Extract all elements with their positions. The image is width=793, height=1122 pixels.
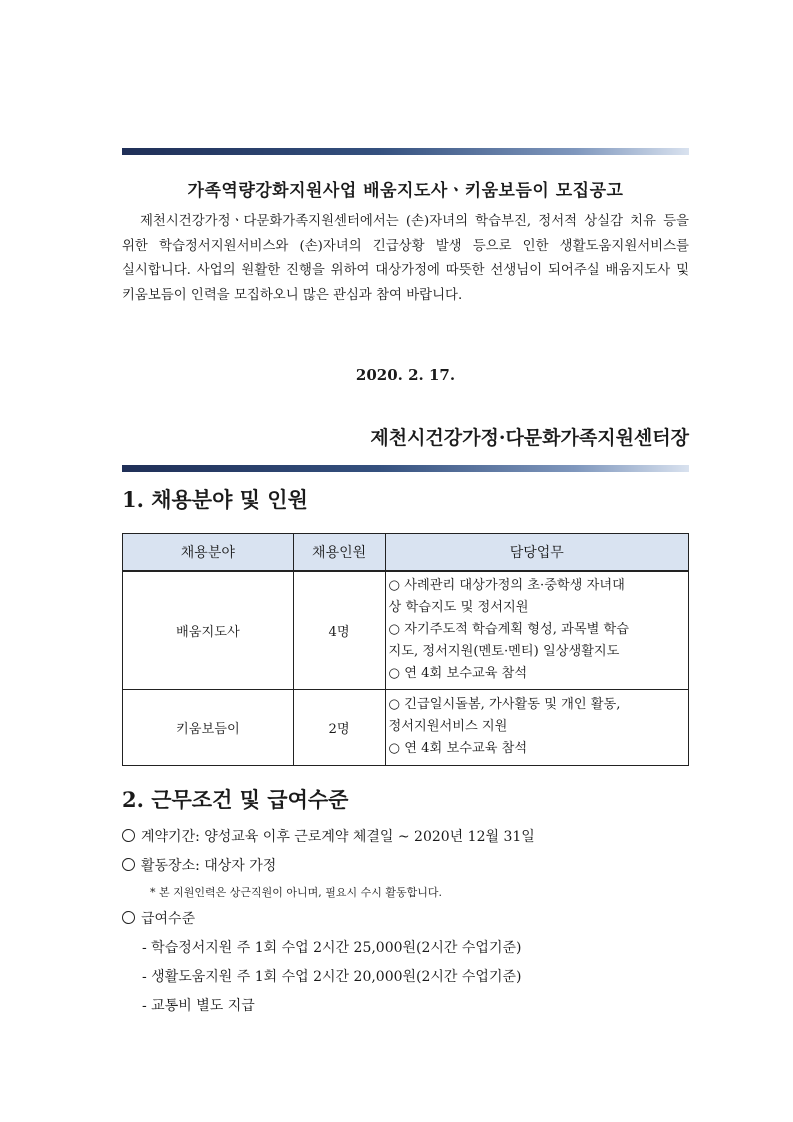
table-row [123,689,689,765]
salary-item: - 생활도움지원 주 1회 수업 2시간 20,000원(2시간 수업기준) [142,969,522,985]
salary-level [122,905,689,934]
staff-note: * 본 지원인력은 상근직원이 아니며, 필요시 수시 활동합니다. [150,886,442,899]
column-header-count: 채용인원 [293,534,385,572]
duty-line: ○ 긴급일시돌봄, 가사활동 및 개인 활동, [388,697,621,712]
duty-line: 지도, 정서지원(멘토·멘티) 일상생활지도 [388,644,620,660]
duty-line: ○ 연 4회 보수교육 참석 [388,666,528,682]
duty-line: 상 학습지도 및 정서지원 [388,600,529,616]
salary-item: - 학습정서지원 주 1회 수업 2시간 25,000원(2시간 수업기준) [142,940,522,956]
row-count: 4명 [293,571,385,689]
duty-line: ○ 사례관리 대상가정의 초·중학생 자녀대 [388,578,625,594]
top-divider-bar [122,148,689,155]
middle-divider-bar [122,465,689,472]
section1-heading: 1. 채용분야 및 인원 [122,487,308,512]
contract-period [122,823,689,852]
circle-bullet-icon [122,829,135,842]
duty-line: 정서지원서비스 지원 [388,719,508,734]
duty-line: ○ 자기주도적 학습계획 형성, 과목별 학습 [388,622,630,638]
row-field: 배움지도사 [123,571,294,689]
row-field: 키움보듬이 [123,689,294,765]
work-location [122,852,689,881]
table-row [123,571,689,689]
table-header-row [123,534,689,572]
row-duties [385,571,688,689]
column-header-field: 채용분야 [123,534,294,572]
circle-bullet-icon [122,911,135,924]
notice-intro: 제천시건강가정ㆍ다문화가족지원센터에서는 (손)자녀의 학습부진, 정서적 상실감 치유 등을 위한 학습정서지원서비스와 (손)자녀의 긴급상황 발생 등으로 인한 생활도움지원서비스를 실시합니다. 사업의 원활한 진행을 위하여 대상가정에 따뜻한 선생님이 되어주실 배움지도사 및 키움보듬이 인력을 모집하오니 많은 관심과 참여 바랍니다. [122,214,689,303]
circle-bullet-icon [122,858,135,871]
notice-date: 2020. 2. 17. [355,366,456,384]
row-count: 2명 [293,689,385,765]
work-terms [122,823,689,1021]
section2-heading: 2. 근무조건 및 급여수준 [122,787,349,812]
location-text: 활동장소: 대상자 가정 [141,858,277,874]
salary-label: 급여수준 [141,911,196,927]
contract-text: 계약기간: 양성교육 이후 근로계약 체결일 ~ 2020년 12월 31일 [141,829,535,845]
column-header-duties: 담당업무 [385,534,688,572]
organization-signature: 제천시건강가정·다문화가족지원센터장 [370,427,689,449]
row-duties [385,689,688,765]
duty-line: ○ 연 4회 보수교육 참석 [388,741,528,756]
notice-title: 가족역량강화지원사업 배움지도사ㆍ키움보듬이 모집공고 [187,181,624,201]
recruitment-table [122,533,689,766]
salary-item: - 교통비 별도 지급 [142,998,255,1014]
